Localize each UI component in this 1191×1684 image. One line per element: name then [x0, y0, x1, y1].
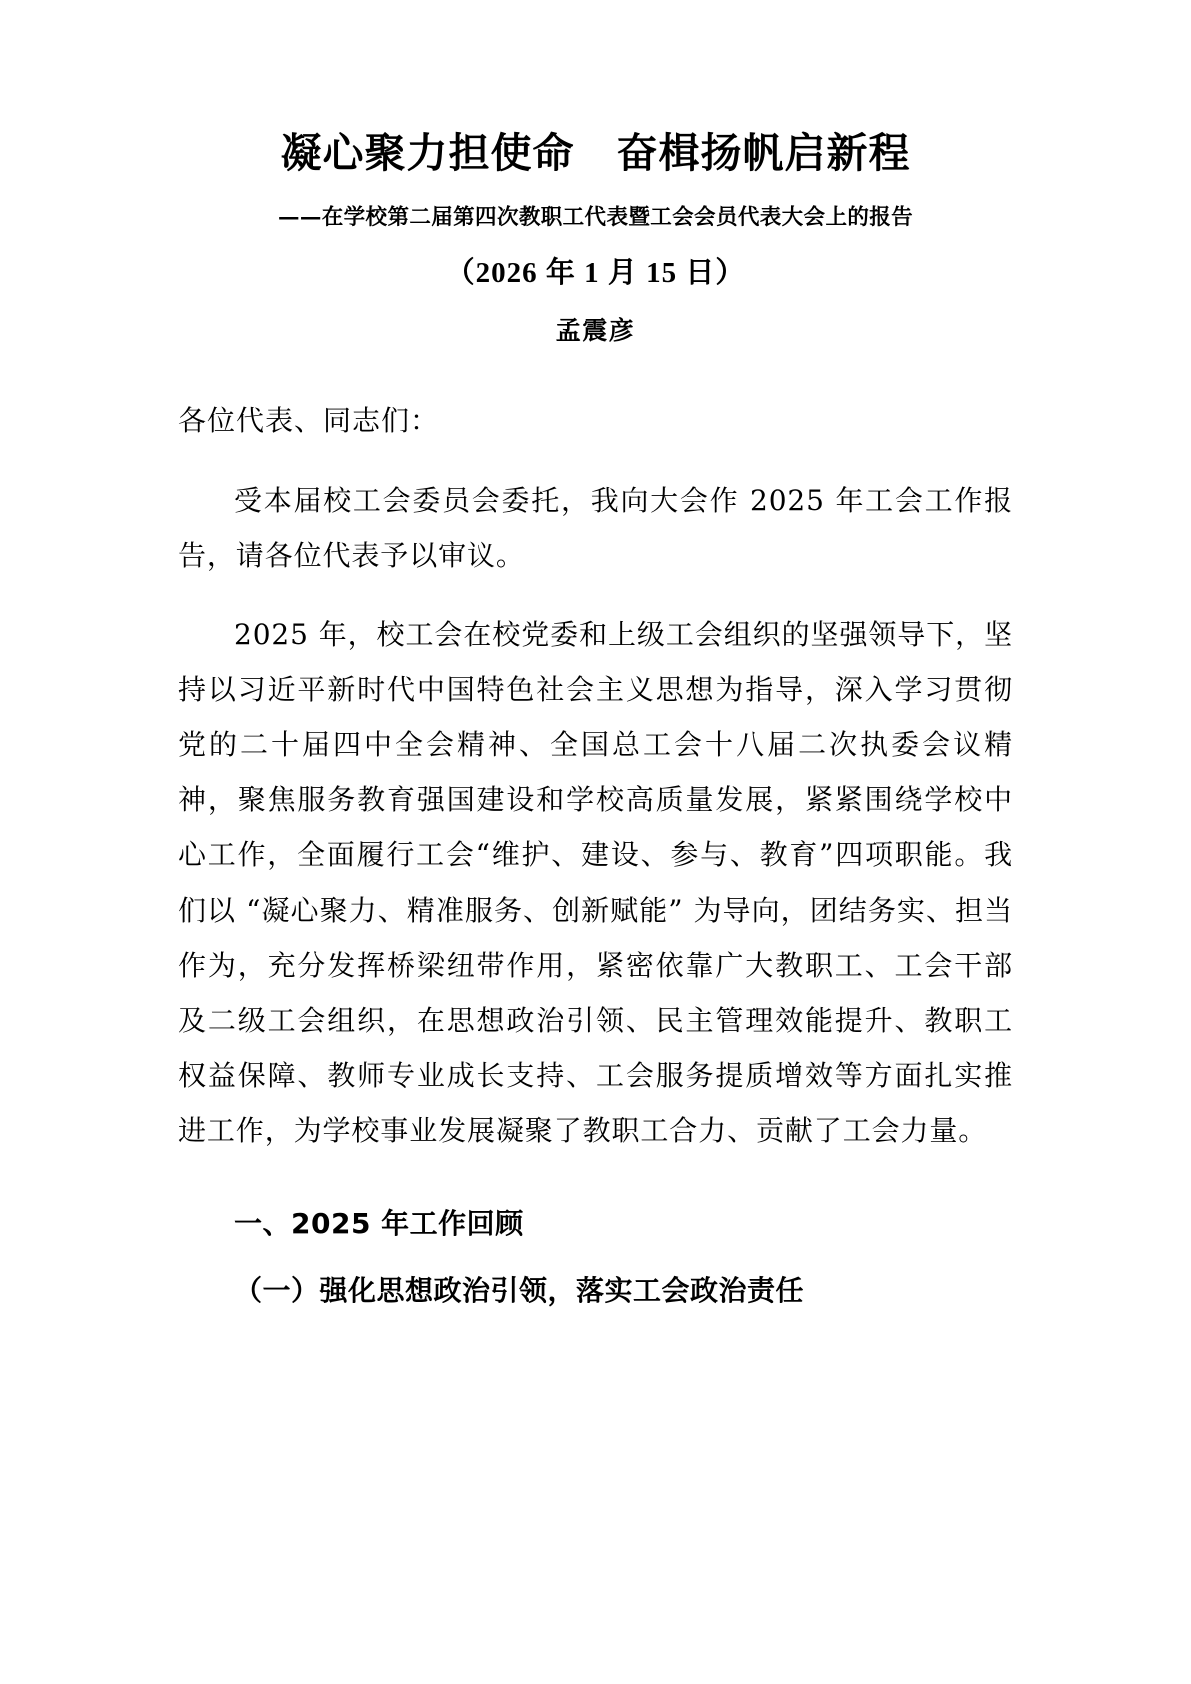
document-content: [178, 0, 1013, 1312]
page-title: 凝心聚力担使命 奋楫扬帆启新程: [280, 129, 911, 177]
section-heading-level2: （一）强化思想政治引领，落实工会政治责任: [234, 1274, 805, 1307]
section-heading-level1: 一、2025 年工作回顾: [234, 1207, 524, 1241]
document-date: （2026 年 1 月 15 日）: [445, 256, 746, 289]
body-paragraph-1: 受本届校工会委员会委托，我向大会作 2025 年工会工作报告，请各位代表予以审议。: [178, 483, 1013, 572]
document-subtitle: ——在学校第二届第四次教职工代表暨工会会员代表大会上的报告: [277, 205, 914, 231]
salutation: 各位代表、同志们：: [178, 404, 440, 438]
body-paragraph-2: 2025 年，校工会在校党委和上级工会组织的坚强领导下，坚持以习近平新时代中国特色社会主义思想为指导，深入学习贯彻党的二十届四中全会精神、全国总工会十八届二次执委会议精神，聚焦服务教育强国建设和学校高质量发展，紧紧围绕学校中心工作，全面履行工会“维护、建设、参与、教育”四项职能。我们以 “凝心聚力、精准服务、创新赋能” 为导向，团结务实、担当作为，充分发挥桥梁纽带作用，紧密依靠广大教职工、工会干部及二级工会组织，在思想政治引领、民主管理效能提升、教职工权益保障、教师专业成长支持、工会服务提质增效等方面扎实推进工作，为学校事业发展凝聚了教职工合力、贡献了工会力量。: [178, 617, 1013, 1148]
document-author: 孟震彦: [555, 315, 636, 345]
